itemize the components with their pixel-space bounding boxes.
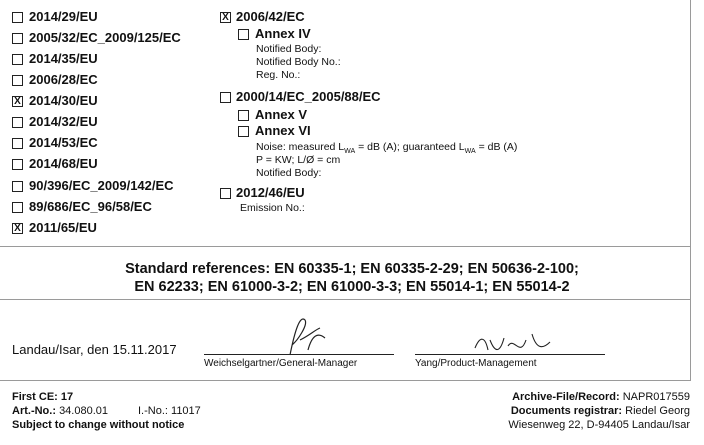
article-number: Art.-No.: 34.080.01 bbox=[12, 405, 108, 417]
checkbox-90-396-ec[interactable] bbox=[12, 181, 23, 192]
notified-body-label: Notified Body: bbox=[256, 43, 322, 55]
checkbox-2014-35-eu[interactable] bbox=[12, 54, 23, 65]
directive-label: 2006/42/EC bbox=[236, 9, 305, 24]
power-line: P = KW; L/Ø = cm bbox=[256, 154, 341, 166]
notified-body-no-label: Notified Body No.: bbox=[256, 56, 341, 68]
directive-label: 89/686/EC_96/58/EC bbox=[29, 199, 152, 214]
annex-label: Annex V bbox=[255, 107, 308, 122]
archive-record: Archive-File/Record: NAPR017559 bbox=[512, 391, 690, 403]
directive-label: 2000/14/EC_2005/88/EC bbox=[236, 89, 381, 104]
signer-2-name: Yang/Product-Management bbox=[415, 358, 537, 369]
notified-body-label: Notified Body: bbox=[256, 167, 322, 179]
checkbox-2012-46-eu[interactable] bbox=[220, 188, 231, 199]
standard-references-line1: Standard references: EN 60335-1; EN 60335-2-29; EN 50636-2-100; bbox=[125, 261, 579, 277]
checkbox-2014-30-eu[interactable]: X bbox=[12, 96, 23, 107]
item-number: I.-No.: 11017 bbox=[138, 405, 201, 417]
checkbox-annex-vi[interactable] bbox=[238, 126, 249, 137]
directive-label: 2014/53/EC bbox=[29, 135, 98, 150]
checkbox-2005-32-ec[interactable] bbox=[12, 33, 23, 44]
checkbox-annex-v[interactable] bbox=[238, 110, 249, 121]
annex-label: Annex VI bbox=[255, 123, 311, 138]
checkbox-89-686-ec[interactable] bbox=[12, 202, 23, 213]
directive-label: 2014/29/EU bbox=[29, 9, 98, 24]
directive-label: 90/396/EC_2009/142/EC bbox=[29, 178, 174, 193]
standard-references-line2: EN 62233; EN 61000-3-2; EN 61000-3-3; EN 55014-1; EN 55014-2 bbox=[134, 279, 570, 295]
directive-label: 2005/32/EC_2009/125/EC bbox=[29, 30, 181, 45]
signature-1-icon bbox=[270, 310, 340, 360]
checkbox-2014-29-eu[interactable] bbox=[12, 12, 23, 23]
directive-label: 2014/68/EU bbox=[29, 156, 98, 171]
address: Wiesenweg 22, D-94405 Landau/Isar bbox=[508, 419, 690, 431]
checkbox-2006-28-ec[interactable] bbox=[12, 75, 23, 86]
checkbox-2006-42-ec[interactable]: X bbox=[220, 12, 231, 23]
directive-label: 2014/32/EU bbox=[29, 114, 98, 129]
checkbox-2000-14-ec[interactable] bbox=[220, 92, 231, 103]
directive-label: 2006/28/EC bbox=[29, 72, 98, 87]
annex-label: Annex IV bbox=[255, 26, 311, 41]
directive-label: 2014/35/EU bbox=[29, 51, 98, 66]
checkbox-2014-53-ec[interactable] bbox=[12, 138, 23, 149]
checkbox-annex-iv[interactable] bbox=[238, 29, 249, 40]
directive-label: 2014/30/EU bbox=[29, 93, 98, 108]
noise-line: Noise: measured $L_{WA}$ = dB (A); guaranteed $L_{WA}$ = dB (A) bbox=[256, 141, 518, 156]
documents-registrar: Documents registrar: Riedel Georg bbox=[510, 405, 690, 417]
directive-label: 2011/65/EU bbox=[29, 220, 97, 235]
subject-to-change: Subject to change without notice bbox=[12, 419, 185, 431]
signature-line-1 bbox=[204, 354, 394, 355]
checkbox-2014-32-eu[interactable] bbox=[12, 117, 23, 128]
reg-no-label: Reg. No.: bbox=[256, 69, 301, 81]
emission-no-label: Emission No.: bbox=[240, 202, 305, 214]
directive-label: 2012/46/EU bbox=[236, 185, 305, 200]
signature-line-2 bbox=[415, 354, 605, 355]
signer-1-name: Weichselgartner/General-Manager bbox=[204, 358, 358, 369]
place-date: Landau/Isar, den 15.11.2017 bbox=[12, 342, 177, 357]
checkbox-2011-65-eu[interactable]: X bbox=[12, 223, 23, 234]
checkbox-2014-68-eu[interactable] bbox=[12, 159, 23, 170]
first-ce: First CE: 17 bbox=[12, 391, 74, 403]
